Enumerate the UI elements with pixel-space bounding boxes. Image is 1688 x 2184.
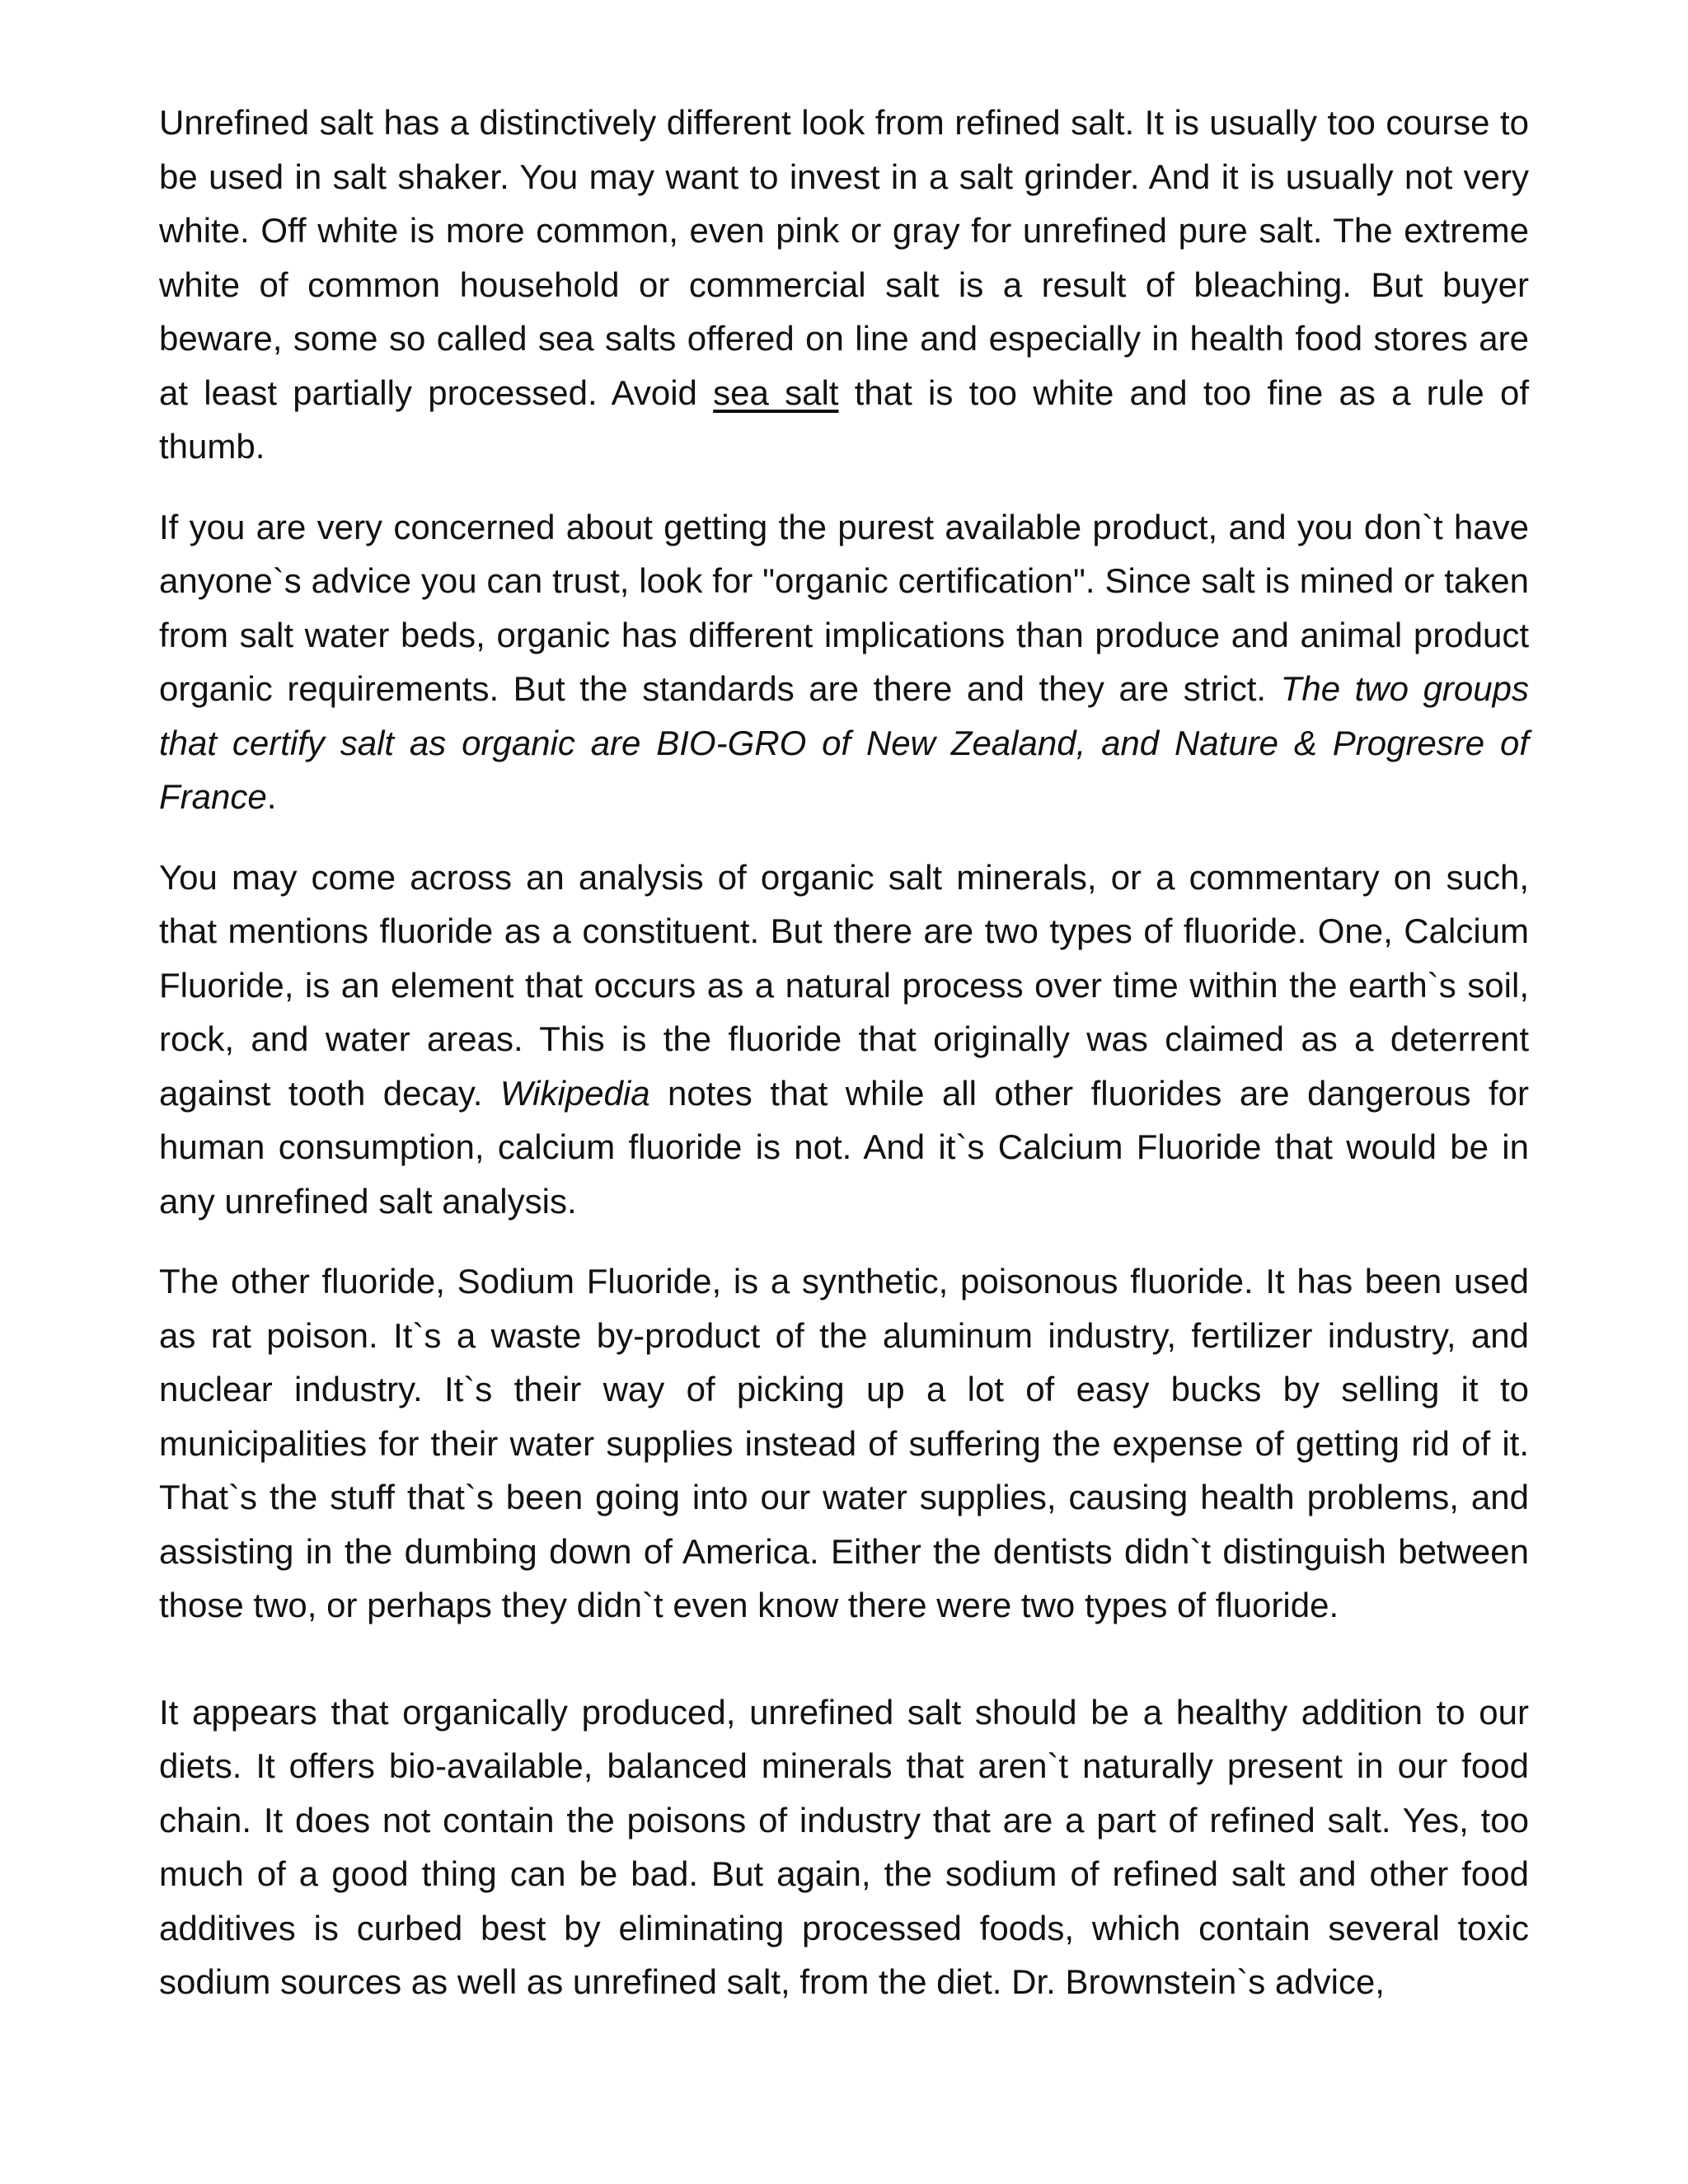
- paragraph-text: The other fluoride, Sodium Fluoride, is a synthetic, poisonous fluoride. It has been used as rat poison. It`s a waste by-product of the aluminum industry, fertilizer industry, and nuclear industry. It`s their way of picking up a lot of easy bucks by selling it to municipalities for their water supplies instead of suffering the expense of getting rid of it. That`s the stuff that`s been going into our water supplies, causing health problems, and assisting in the dumbing down of America. Either the dentists didn`t distinguish between those two, or perhaps they didn`t even know there were two types of fluoride.: [159, 1262, 1529, 1624]
- document-page: [159, 96, 1529, 2036]
- paragraph-text: Unrefined salt has a distinctively different look from refined salt. It is usually too course to be used in salt shaker. You may want to invest in a salt grinder. And it is usually not very white. Off white is more common, even pink or gray for unrefined pure salt. The extreme white of common household or commercial salt is a result of bleaching. But buyer beware, some so called sea salts offered on line and especially in health food stores are at least partially processed. Avoid: [159, 103, 1529, 412]
- paragraph-text: It appears that organically produced, unrefined salt should be a healthy addition to our diets. It offers bio-available, balanced minerals that aren`t naturally present in our food chain. It does not contain the poisons of industry that are a part of refined salt. Yes, too much of a good thing can be bad. But again, the sodium of refined salt and other food additives is curbed best by eliminating processed foods, which contain several toxic sodium sources as well as unrefined salt, from the diet. Dr. Brownstein`s advice,: [159, 1692, 1529, 2001]
- paragraph-conclusion: [159, 1685, 1529, 2009]
- paragraph-text: that is too white and too fine as a rule of thumb.: [159, 373, 1529, 466]
- paragraph-text: If you are very concerned about getting the purest available product, and you don`t have anyone`s advice you can trust, look for "organic certification". Since salt is mined or taken from salt water beds, organic has different implications than produce and animal product organic requirements. But the standards are there and they are strict.: [159, 507, 1529, 708]
- paragraph-organic-certification: [159, 500, 1529, 824]
- paragraph-sodium-fluoride: [159, 1254, 1529, 1633]
- paragraph-unrefined-salt-look: [159, 96, 1529, 474]
- sea-salt-link[interactable]: sea salt: [713, 373, 839, 412]
- paragraph-text: notes that while all other fluorides are dangerous for human consumption, calcium fluoride is not. And it`s Calcium Fluoride that would be in any unrefined salt analysis.: [159, 1073, 1529, 1221]
- italic-wikipedia-text: Wikipedia: [499, 1073, 650, 1113]
- paragraph-text: .: [266, 777, 277, 816]
- italic-certifiers-text: The two groups that certify salt as organic are BIO-GRO of New Zealand, and Nature & Progresre of France: [159, 669, 1529, 816]
- paragraph-fluoride-types: [159, 851, 1529, 1229]
- paragraph-text: You may come across an analysis of organic salt minerals, or a commentary on such, that mentions fluoride as a constituent. But there are two types of fluoride. One, Calcium Fluoride, is an element that occurs as a natural process over time within the earth`s soil, rock, and water areas. This is the fluoride that originally was claimed as a deterrent against tooth decay.: [159, 857, 1529, 1113]
